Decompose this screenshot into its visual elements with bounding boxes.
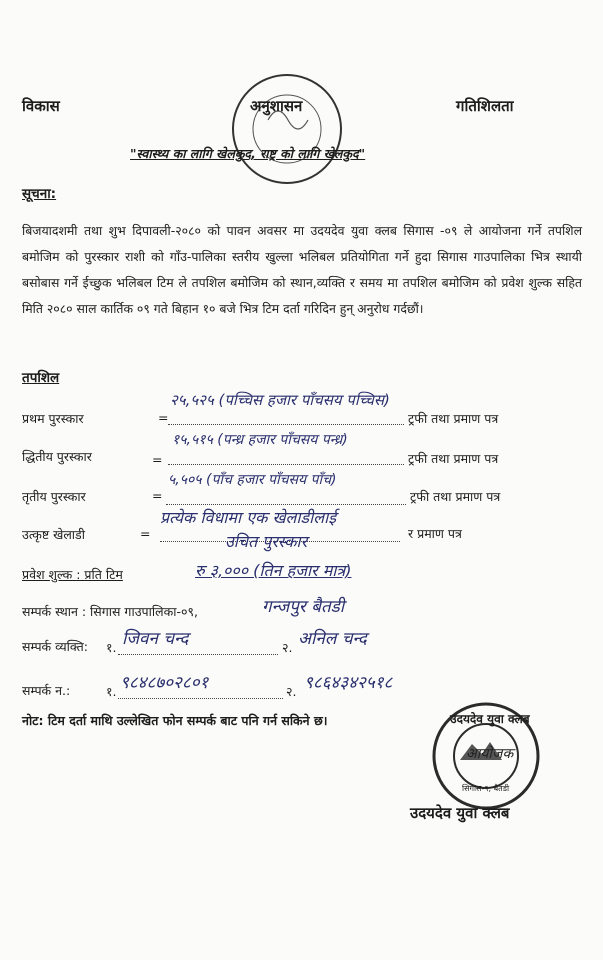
details-heading: तपशिल: [22, 370, 60, 386]
contact-person-label: सम्पर्क व्यक्ति:: [22, 639, 88, 654]
second-prize-value: १५,५१५ (पन्ध्र हजार पाँचसय पन्ध्र): [172, 432, 348, 448]
contact-phone-1: ९८४८७०२८०१: [120, 673, 209, 693]
club-seal-bottom-text: सिगास-९, बैतडी: [462, 784, 510, 793]
first-prize-value: २५,५२५ (पच्चिस हजार पाँचसय पच्चिस): [170, 391, 390, 409]
contact-phone-2: ९८६४३४२५१८: [304, 673, 393, 693]
motto-right: गतिशिलता: [456, 97, 514, 115]
notice-body: बिजयादशमी तथा शुभ दिपावली-२०८० को पावन अवसर मा उदयदेव युवा क्लब सिगास -०९ ले आयोजना गर्ने तपशिल बमोजिम को पुरस्कार राशी को गाँउ-पालिका स्तरीय खुल्ला भलिबल प्रतियोगिता गर्ने हुदा सिगास गाउपालिका भित्र स्थायी बसोबास गर्ने ईच्छुक भलिबल टिम ले तपशिल बमोजिम को स्थान,व्यक्ति र समय मा तपशिल बमोजिम को प्रवेश शुल्क सहित मिति २०८० साल कार्तिक ०९ गते बिहान १० बजे भित्र टिम दर्ता गरिदिन हुन् अनुरोध गर्दछौं।: [22, 223, 582, 316]
contact-person-name-1: जिवन चन्द: [122, 629, 189, 649]
first-prize-label: प्रथम पुरस्कार: [22, 411, 84, 426]
best-player-value-1: प्रत्येक विधामा एक खेलाडीलाई: [160, 508, 337, 527]
third-prize-label: तृतीय पुरस्कार: [22, 489, 86, 504]
contact-no-num-1: १.: [106, 684, 117, 699]
header-seal: [228, 70, 346, 188]
best-player-tail: र प्रमाण पत्र: [408, 526, 462, 541]
third-prize-tail: ट्रफी तथा प्रमाण पत्र: [410, 489, 501, 504]
club-seal-top-text: उदयदेव युवा क्लब: [450, 712, 530, 726]
contact-person-num-1: १.: [106, 640, 117, 655]
slogan: "स्वास्थ्य का लागि खेलकुद, राष्ट्र को लागि खेलकुद": [130, 146, 366, 161]
second-prize-label: द्धितीय पुरस्कार: [22, 449, 92, 464]
organizer-signature: आयोजक: [466, 746, 514, 762]
notice-heading: सूचना:: [22, 186, 57, 202]
best-player-eq: =: [140, 526, 151, 541]
second-prize-eq: =: [152, 452, 163, 467]
contact-no-label: सम्पर्क न.:: [22, 683, 71, 698]
contact-no-num-2: २.: [286, 684, 297, 699]
motto-left: विकास: [22, 97, 60, 115]
note-text: नोट: टिम दर्ता माथि उल्लेखित फोन सम्पर्क बाट पनि गर्न सकिने छ।: [22, 713, 328, 728]
best-player-label: उत्कृष्ट खेलाडी: [22, 527, 85, 542]
contact-place-label: सम्पर्क स्थान : सिगास गाउपालिका-०९,: [22, 604, 198, 619]
third-prize-value: ५,५०५ (पाँच हजार पाँचसय पाँच): [168, 472, 337, 488]
entry-fee-value: रु ३,००० (तिन हजार मात्र): [195, 561, 352, 580]
motto-center: अनुशासन: [250, 97, 303, 115]
contact-person-name-2: अनिल चन्द: [298, 629, 367, 649]
second-prize-tail: ट्रफी तथा प्रमाण पत्र: [408, 451, 499, 466]
first-prize-eq: =: [158, 410, 169, 425]
best-player-value-2: उचित पुरस्कार: [225, 532, 308, 551]
contact-person-num-2: २.: [282, 640, 293, 655]
entry-fee-label: प्रवेश शुल्क : प्रति टिम: [22, 567, 123, 582]
third-prize-eq: =: [152, 488, 163, 503]
contact-place-value: गन्जपुर बैतडी: [262, 597, 345, 617]
club-name: उदयदेव युवा क्लब: [410, 804, 510, 822]
first-prize-tail: ट्रफी तथा प्रमाण पत्र: [408, 411, 499, 426]
